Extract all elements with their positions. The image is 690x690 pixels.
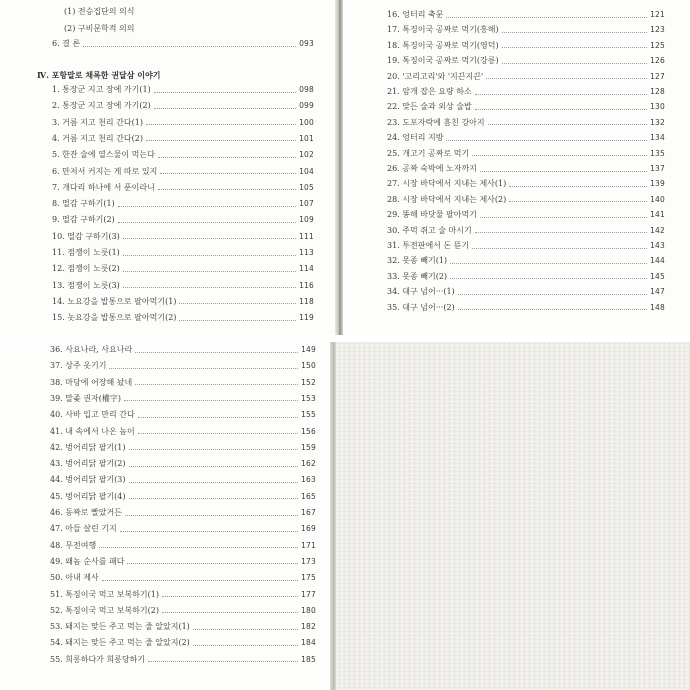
toc-entry-page: 125 [650, 40, 665, 50]
toc-leader-dots [127, 562, 298, 564]
toc-entry-page: 123 [650, 25, 665, 35]
toc-entry-title: 43. 벙어리닭 팔기(2) [50, 459, 126, 469]
toc-entry [387, 162, 665, 175]
toc-entry-title: 19. 톡징이국 공짜로 먹기(강릉) [387, 56, 499, 66]
toc-entry-title: 12. 점쟁이 노릇(2) [52, 264, 120, 274]
toc-entry [50, 376, 316, 389]
toc-entry-page: 113 [299, 248, 314, 257]
toc-entry-page: 135 [650, 148, 665, 158]
toc-entry-page: 101 [299, 133, 314, 143]
toc-entry-title: 49. 왜놈 순사를 패다 [50, 556, 125, 566]
toc-entry-page: 132 [650, 117, 665, 127]
toc-entry [52, 246, 314, 259]
toc-leader-dots [486, 77, 647, 79]
toc-entry-title: 50. 아내 제사 [50, 573, 99, 583]
toc-leader-dots [509, 185, 647, 187]
toc-entry-page: 143 [650, 241, 665, 250]
toc-entry-page: 116 [299, 280, 314, 290]
toc-entry-page: 127 [650, 71, 665, 81]
toc-leader-dots [129, 497, 299, 499]
toc-entry-title: 48. 무전여행 [50, 540, 97, 550]
toc-leader-dots [135, 383, 298, 385]
section-heading: Ⅳ. 포항말로 채록한 권달삼 이야기 [37, 70, 161, 80]
toc-entry [50, 392, 316, 405]
toc-entry [50, 620, 316, 633]
toc-entry [52, 132, 314, 145]
toc-leader-dots [450, 262, 647, 264]
toc-entry [52, 181, 314, 194]
toc-leader-dots [480, 170, 647, 172]
toc-entry [50, 636, 316, 649]
toc-entry-title: 32. 못종 빼기(1) [387, 256, 448, 266]
toc-entry [50, 473, 316, 486]
toc-entry [50, 506, 316, 519]
toc-entry-page: 147 [650, 287, 665, 297]
toc-entry-page: 141 [650, 210, 665, 220]
toc-entry [387, 116, 665, 129]
toc-entry [52, 279, 314, 292]
toc-leader-dots [154, 91, 296, 93]
toc-entry-title: 11. 점쟁이 노릇(1) [52, 248, 120, 257]
toc-entry-page: 162 [301, 459, 316, 469]
toc-list [387, 8, 665, 312]
toc-entry-title: 42. 벙어리닭 팔기(1) [50, 442, 126, 452]
toc-entry-page: 109 [299, 215, 314, 225]
toc-entry-page: 182 [301, 622, 316, 632]
toc-entry-title: 17. 톡징이국 공짜로 먹기(흥해) [387, 25, 499, 35]
toc-leader-dots [450, 277, 647, 279]
toc-entry [52, 230, 314, 243]
toc-entry-page: 165 [301, 491, 316, 501]
toc-entry [52, 116, 314, 129]
toc-entry-title: 34. 대구 넘어···(1) [387, 287, 455, 297]
toc-entry [52, 295, 314, 308]
toc-entry [387, 270, 665, 283]
toc-entry [50, 539, 316, 552]
toc-entry-title: 27. 시장 바닥에서 지내는 제사(1) [387, 179, 507, 189]
toc-entry-title: 9. 떨감 구하기(2) [52, 215, 115, 225]
toc-leader-dots [158, 188, 296, 190]
toc-page-top-right [343, 0, 690, 335]
toc-entry [387, 193, 665, 206]
toc-entry-page: 142 [650, 225, 665, 235]
toc-entry [50, 408, 316, 421]
toc-entry-title: 4. 거름 지고 천리 간다(2) [52, 133, 143, 143]
toc-entry-page: 163 [301, 475, 316, 485]
toc-entry [52, 148, 314, 161]
toc-entry [387, 70, 665, 83]
toc-entry-page: 137 [650, 164, 665, 173]
toc-leader-dots [502, 46, 647, 48]
toc-entry [387, 23, 665, 36]
toc-leader-dots [109, 367, 298, 369]
toc-entry-title: 36. 사요나라, 사요나라 [50, 345, 133, 354]
toc-entry-page: 167 [301, 508, 316, 517]
toc-entry [50, 522, 316, 535]
toc-entry [387, 85, 665, 98]
toc-leader-dots [146, 123, 296, 125]
toc-entry [387, 285, 665, 298]
toc-entry-title: 22. 맞든 술과 외상 술밥 [387, 102, 472, 112]
toc-entry [50, 555, 316, 568]
toc-entry [50, 457, 316, 470]
toc-entry-page: 111 [299, 231, 314, 241]
toc-entry [387, 254, 665, 267]
toc-leader-dots [123, 286, 296, 288]
toc-leader-dots [480, 216, 647, 218]
toc-entry-title: 14. 노요강을 밥통으로 팔아먹기(1) [52, 296, 177, 306]
toc-entry-title: 15. 놋요강을 밥통으로 팔아먹기(2) [52, 313, 177, 323]
toc-entry-title: 46. 동짜로 빨았거든 [50, 508, 122, 517]
toc-entry-page: 107 [299, 199, 314, 209]
toc-leader-dots [118, 221, 296, 223]
toc-entry [387, 131, 665, 144]
toc-entry-title: 52. 톡징이국 먹고 보복하기(2) [50, 605, 159, 615]
toc-entry-page: 102 [299, 150, 314, 160]
toc-entry-title: 3. 거름 지고 천리 간다(1) [52, 117, 143, 127]
toc-entry-page: 169 [301, 524, 316, 534]
toc-entry-title: 7. 개다리 하나에 서 푼이라니 [52, 182, 155, 192]
toc-entry-title: 53. 돼지는 맞든 주고 먹는 줄 알았지(1) [50, 622, 190, 632]
toc-entry-page: 145 [650, 271, 665, 281]
toc-entry-page: 099 [299, 101, 314, 111]
toc-entry-page: 150 [301, 361, 316, 371]
toc-entry-page: 126 [650, 56, 665, 66]
toc-entry [52, 99, 314, 112]
toc-entry-page: 171 [301, 540, 316, 550]
toc-entry-page: 156 [301, 426, 316, 436]
toc-entry [387, 239, 665, 252]
toc-leader-dots [472, 154, 647, 156]
toc-leader-dots [135, 351, 298, 353]
toc-leader-dots [125, 514, 298, 516]
toc-entry-page: 100 [299, 117, 314, 127]
toc-entry [50, 653, 316, 666]
toc-leader-dots [123, 254, 296, 256]
toc-page-bottom-left [0, 342, 330, 690]
toc-leader-dots [146, 139, 296, 141]
toc-entry-title: 54. 돼지는 맞든 주고 먹는 줄 알았지(2) [50, 638, 190, 648]
toc-entry-title: 45. 벙어리닭 팔기(4) [50, 491, 126, 501]
toc-leader-dots [129, 481, 299, 483]
toc-entry-title: 21. 암개 잡은 요량 하소 [387, 87, 472, 96]
toc-entry-title: 35. 대구 넘어···(2) [387, 302, 455, 312]
toc-leader-dots [124, 399, 298, 401]
toc-entry [387, 100, 665, 113]
toc-entry-page: 184 [301, 638, 316, 648]
toc-leader-dots [102, 579, 298, 581]
toc-entry-title: 16. 엉터리 축문 [387, 10, 444, 19]
toc-entry [50, 343, 316, 356]
toc-leader-dots [83, 45, 296, 47]
toc-subitem: (2) 구비문학적 의의 [64, 24, 135, 33]
toc-leader-dots [488, 123, 647, 125]
toc-entry [387, 8, 665, 21]
toc-entry-title: 24. 엉터리 지방 [387, 133, 444, 143]
toc-leader-dots [458, 308, 647, 310]
toc-entry-page: 114 [299, 264, 314, 274]
toc-entry-title: 10. 떨감 구하기(3) [52, 231, 120, 241]
toc-entry-title: 51. 톡징이국 먹고 보복하기(1) [50, 589, 159, 599]
toc-entry [387, 39, 665, 52]
toc-entry-page: 173 [301, 556, 316, 566]
toc-page-top-left [0, 0, 336, 335]
toc-entry-title: 20. '고리고리'와 '지끈지끈' [387, 71, 484, 81]
toc-entry [50, 425, 316, 438]
toc-leader-dots [120, 530, 298, 532]
toc-entry-page: 144 [650, 256, 665, 266]
toc-leader-dots [475, 108, 647, 110]
toc-leader-dots [162, 595, 298, 597]
toc-list [52, 83, 314, 333]
toc-leader-dots [502, 31, 647, 33]
toc-entry-title: 18. 톡징이국 공짜로 먹기(영덕) [387, 40, 499, 50]
toc-entry-page: 130 [650, 102, 665, 112]
toc-leader-dots [193, 628, 298, 630]
toc-entry-page: 093 [299, 39, 314, 48]
toc-entry-page: 152 [301, 377, 316, 387]
toc-entry [387, 54, 665, 67]
toc-entry-page: 180 [301, 605, 316, 615]
toc-entry-title: 5. 한잔 술에 열스물이 먹는다 [52, 150, 155, 160]
toc-leader-dots [446, 139, 647, 141]
toc-list [50, 343, 316, 683]
toc-entry [387, 208, 665, 221]
toc-leader-dots [123, 270, 296, 272]
toc-leader-dots [179, 319, 296, 321]
toc-subitem: (1) 전승집단의 의식 [64, 7, 135, 16]
toc-entry-title: 39. 말좆 권자(權字) [50, 393, 121, 403]
toc-entry-title: 40. 사바 입고 만리 간다 [50, 410, 135, 420]
toc-entry-title: 47. 아들 살린 기지 [50, 524, 117, 534]
toc-entry [50, 571, 316, 584]
toc-leader-dots [509, 200, 647, 202]
toc-leader-dots [138, 416, 298, 418]
toc-entry-page: 153 [301, 393, 316, 403]
toc-entry-page: 121 [650, 10, 665, 19]
toc-entry [387, 301, 665, 314]
toc-entry [52, 213, 314, 226]
toc-entry [52, 262, 314, 275]
toc-leader-dots [475, 93, 647, 95]
toc-entry-title: 2. 통장군 지고 장에 가기(2) [52, 101, 151, 111]
toc-leader-dots [472, 247, 647, 249]
toc-leader-dots [502, 62, 647, 64]
toc-entry-title: 41. 내 속에서 나온 놈이 [50, 426, 135, 436]
toc-entry-title: 23. 도포자락에 흠친 강아지 [387, 117, 485, 127]
toc-entry-page: 118 [299, 296, 314, 306]
toc-entry-title: 30. 주먹 쥐고 술 마시기 [387, 225, 472, 235]
toc-entry-page: 159 [301, 442, 316, 452]
scan-divider [0, 335, 690, 342]
toc-entry-page: 104 [299, 166, 314, 176]
toc-leader-dots [179, 302, 296, 304]
toc-entry-title: 26. 공짜 숙박에 노자까지 [387, 164, 477, 173]
toc-leader-dots [158, 156, 296, 158]
toc-entry-title: 55. 희롱하다가 희롱당하기 [50, 654, 146, 664]
toc-entry-title: 13. 점쟁이 노릇(3) [52, 280, 120, 290]
toc-entry-page: 139 [650, 179, 665, 189]
toc-leader-dots [123, 237, 296, 239]
toc-entry-page: 148 [650, 302, 665, 312]
toc-leader-dots [129, 448, 299, 450]
toc-entry [50, 441, 316, 454]
toc-entry-title: 28. 시장 바닥에서 지내는 제사(2) [387, 194, 507, 204]
toc-entry [50, 490, 316, 503]
toc-entry-title: 6. 결 론 [52, 39, 81, 48]
toc-leader-dots [160, 172, 296, 174]
toc-leader-dots [446, 16, 647, 18]
toc-entry-page: 155 [301, 410, 316, 420]
toc-entry-page: 098 [299, 85, 314, 94]
toc-entry-page: 185 [301, 654, 316, 664]
toc-entry [387, 177, 665, 190]
toc-entry [52, 311, 314, 324]
toc-entry-page: 177 [301, 589, 316, 599]
toc-entry-title: 6. 만저서 커지는 게 따로 있지 [52, 166, 158, 176]
toc-entry [50, 604, 316, 617]
toc-entry-page: 119 [299, 313, 314, 323]
toc-entry [387, 147, 665, 160]
toc-entry [52, 197, 314, 210]
toc-leader-dots [193, 644, 298, 646]
book-gutter [335, 0, 343, 335]
toc-entry [52, 165, 314, 178]
toc-entry-title: 1. 통장군 지고 장에 가기(1) [52, 85, 151, 94]
toc-leader-dots [154, 107, 296, 109]
toc-entry-title: 33. 못종 빼기(2) [387, 271, 448, 281]
toc-entry-title: 29. 똥해 바닷물 팔아먹기 [387, 210, 477, 220]
toc-entry-title: 37. 상주 옷기기 [50, 361, 107, 371]
toc-leader-dots [118, 205, 296, 207]
toc-entry [50, 588, 316, 601]
toc-entry-title: 38. 마당에 어장해 놨네 [50, 377, 133, 387]
toc-entry [52, 37, 314, 50]
toc-entry [387, 224, 665, 237]
toc-entry-page: 175 [301, 573, 316, 583]
toc-conclusion [52, 37, 314, 51]
toc-leader-dots [138, 432, 298, 434]
toc-leader-dots [475, 231, 647, 233]
toc-leader-dots [129, 465, 299, 467]
toc-entry [50, 359, 316, 372]
toc-entry-page: 105 [299, 182, 314, 192]
toc-entry-title: 25. 개고기 공짜로 먹기 [387, 148, 470, 158]
toc-leader-dots [99, 546, 298, 548]
toc-entry-title: 8. 떨감 구하기(1) [52, 199, 115, 209]
toc-entry-title: 44. 벙어리닭 팔기(3) [50, 475, 126, 485]
blank-page-texture [336, 342, 690, 690]
toc-leader-dots [458, 293, 647, 295]
toc-leader-dots [148, 660, 298, 662]
toc-entry [52, 83, 314, 96]
toc-leader-dots [162, 611, 298, 613]
toc-entry-page: 134 [650, 133, 665, 143]
toc-entry-page: 149 [301, 345, 316, 354]
toc-entry-page: 140 [650, 194, 665, 204]
toc-entry-title: 31. 투전판에서 돈 뜯기 [387, 241, 470, 250]
toc-entry-page: 128 [650, 87, 665, 96]
